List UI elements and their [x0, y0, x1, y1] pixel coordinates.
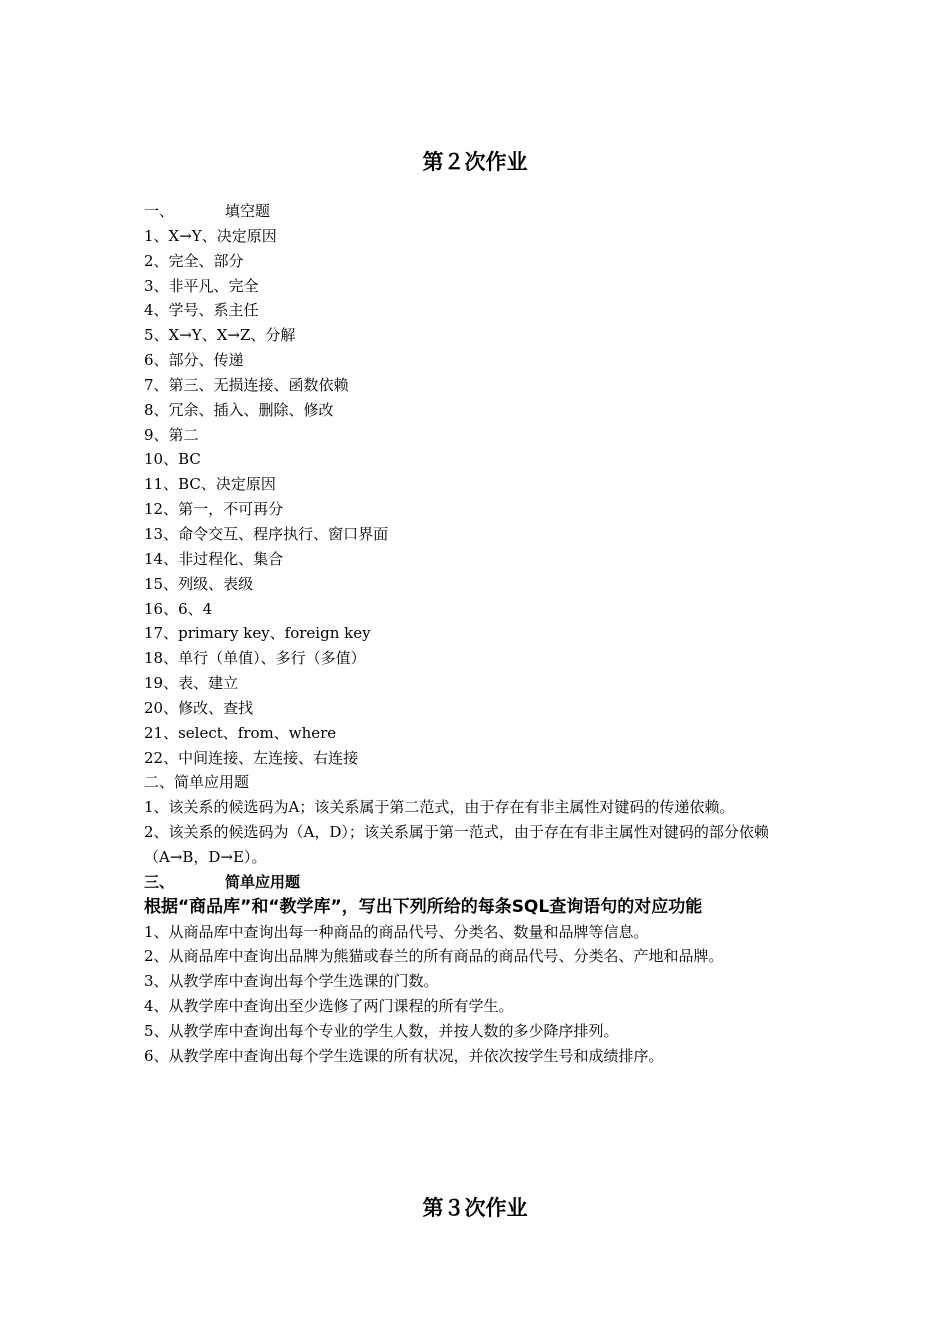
answer-item: 15、列级、表级: [144, 574, 254, 593]
fill-in-answers-list: [144, 224, 814, 771]
answer-item: 18、单行（单值）、多行（多值）: [144, 649, 366, 668]
answer-item: 2、完全、部分: [144, 251, 244, 270]
section-1-number: 一、: [144, 202, 175, 220]
answer-item: 7、第三、无损连接、函数依赖: [144, 375, 349, 394]
section-1-heading: [144, 199, 814, 224]
section-3-number: 三、: [144, 872, 175, 891]
answer-item: 6、从教学库中查询出每个学生选课的所有状况，并依次按学生号和成绩排序。: [144, 1046, 664, 1065]
answer-item: 10、BC: [144, 450, 201, 469]
section-3-heading: [144, 870, 814, 895]
answer-item: 1、从商品库中查询出每一种商品的商品代号、分类名、数量和品牌等信息。: [144, 922, 649, 941]
homework-2-title: 第２次作业: [422, 150, 528, 174]
answer-item: 8、冗余、插入、删除、修改: [144, 400, 334, 419]
answer-item: 21、select、from、where: [144, 723, 337, 742]
answer-item: 3、非平凡、完全: [144, 276, 259, 295]
answer-item: 4、学号、系主任: [144, 301, 259, 320]
answer-item: 16、6、4: [144, 599, 213, 618]
answer-item: 20、修改、查找: [144, 698, 254, 717]
section-2-heading: 二、简单应用题: [144, 773, 250, 792]
section-3-title: 简单应用题: [225, 872, 301, 891]
answer-item: 5、X→Y、X→Z、分解: [144, 326, 296, 345]
answer-item: 22、中间连接、左连接、右连接: [144, 748, 359, 767]
homework-3-title: 第３次作业: [422, 1196, 528, 1220]
answer-item: 4、从教学库中查询出至少选修了两门课程的所有学生。: [144, 997, 514, 1016]
sql-answers-list: [144, 920, 814, 1069]
simple-answers-list: [144, 795, 814, 870]
answer-item: 14、非过程化、集合: [144, 549, 284, 568]
answer-item: 11、BC、决定原因: [144, 475, 276, 494]
answer-item: 6、部分、传递: [144, 351, 244, 370]
answer-item: 2、从商品库中查询出品牌为熊猫或春兰的所有商品的商品代号、分类名、产地和品牌。: [144, 947, 724, 966]
answer-item: 19、表、建立: [144, 674, 239, 693]
answer-item: 17、primary key、foreign key: [144, 624, 371, 643]
answer-item: 3、从教学库中查询出每个学生选课的门数。: [144, 972, 439, 991]
answer-item: 2、该关系的候选码为（A，D）；该关系属于第一范式，由于存在有非主属性对键码的部分依赖（A→B，D→E）。: [144, 823, 769, 866]
answer-item: 13、命令交互、程序执行、窗口界面: [144, 524, 389, 543]
homework-2-content: [144, 199, 814, 1069]
answer-item: 12、第一，不可再分: [144, 500, 284, 519]
answer-item: 1、该关系的候选码为A；该关系属于第二范式，由于存在有非主属性对键码的传递依赖。: [144, 798, 735, 817]
section-1-title: 填空题: [225, 202, 271, 220]
answer-item: 5、从教学库中查询出每个专业的学生人数，并按人数的多少降序排列。: [144, 1022, 619, 1040]
answer-item: 9、第二: [144, 425, 199, 444]
answer-item: 1、X→Y、决定原因: [144, 226, 277, 245]
section-3-subtitle: 根据“商品库”和“教学库”，写出下列所给的每条SQL查询语句的对应功能: [144, 896, 703, 917]
